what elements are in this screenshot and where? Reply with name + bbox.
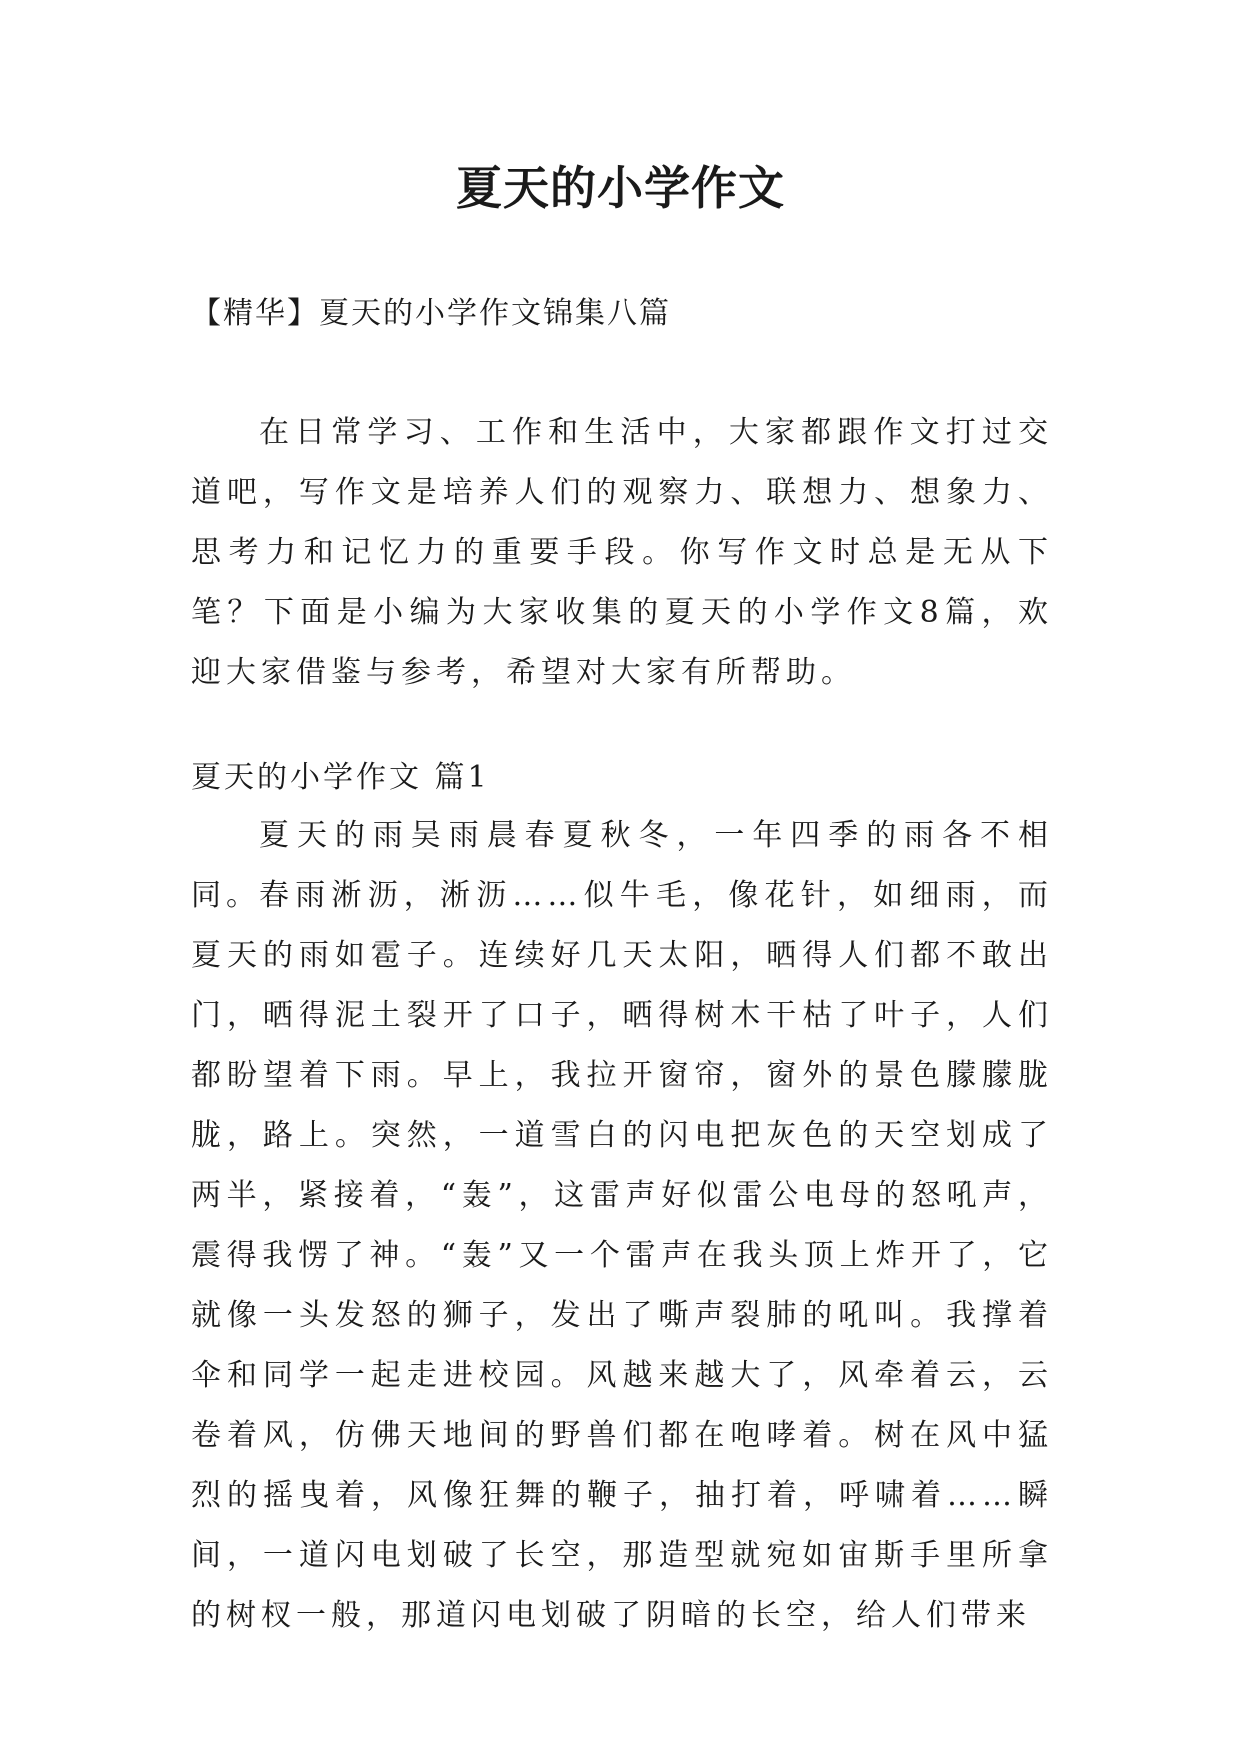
section-heading: 夏天的小学作文 篇1 xyxy=(191,760,490,795)
document-title: 夏天的小学作文 xyxy=(456,161,785,215)
body-paragraph: 夏天的雨吴雨晨春夏秋冬，一年四季的雨各不相同。 xyxy=(191,818,1053,913)
intro-paragraph: 在日常学习、工作和生活中，大家都跟作文打过交道吧，写作文是培养人们的观察力、联想力、想象力、思考力和记忆力的重要手段。你写作文时总是无从下笔？下面是小编为大家收集的夏天的小学作文8篇，欢迎大家借鉴与参考，希望对大家有所帮助。 xyxy=(191,415,1053,690)
document-subtitle: 【精华】夏天的小学作文锦集八篇 xyxy=(191,296,671,331)
body-paragraph: 春雨淅沥，淅沥……似牛毛，像花针，如细雨，而夏天的雨如雹子。连续好几天太阳，晒得人们都不敢出门，晒得泥土裂开了口子，晒得树木干枯了叶子，人们都盼望着下雨。早上，我拉开窗帘，窗外的景色朦朦胧胧，路上。突然，一道雪白的闪电把灰色的天空划成了两半，紧接着，“轰”，这雷声好似雷公电母的怒吼声，震得我愣了神。“轰”又一个雷声在我头顶上炸开了，它就像一头发怒的狮子，发出了嘶声裂肺的吼叫。我撑着伞和同学一起走进校园。风越来越大了，风牵着云，云卷着风，仿佛天地间的野兽们都在咆哮着。树在风中猛烈的摇曳着，风像狂舞的鞭子，抽打着，呼啸着……瞬间，一道闪电划破了长空，那造型就宛如宙斯手里所拿的树杈一般，那道闪电划破了阴暗的长空，给人们带来 xyxy=(191,878,1053,1633)
